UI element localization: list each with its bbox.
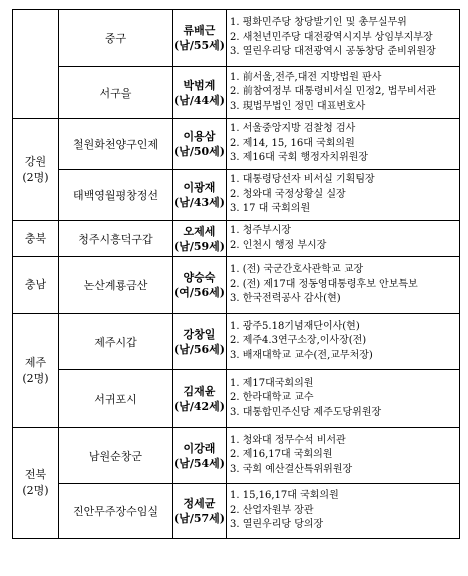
candidate-name: 강창일 xyxy=(183,327,216,341)
district-cell: 제주시갑 xyxy=(59,314,173,370)
candidate-name: 박범계 xyxy=(183,78,216,92)
district-cell: 논산계룡금산 xyxy=(59,257,173,314)
candidate-detail: (남/43세) xyxy=(174,196,225,209)
candidate-name: 오제세 xyxy=(183,224,216,238)
region-label: 강원 xyxy=(24,154,47,168)
career-item: 2. 제16,17대 국회의원 xyxy=(230,449,333,461)
region-cell xyxy=(13,119,59,221)
career-item: 3. 現법무법인 정민 대표변호사 xyxy=(230,100,366,112)
career-item: 2. 한라대학교 교수 xyxy=(230,392,314,404)
region-cell xyxy=(13,10,59,119)
district-cell: 태백영월평창정선 xyxy=(59,170,173,221)
career-item: 2. 제14, 15, 16대 국회의원 xyxy=(230,137,355,149)
career-cell xyxy=(227,67,460,119)
candidate-detail: (남/54세) xyxy=(174,456,225,470)
career-item: 1. 15,16,17대 국회의원 xyxy=(230,490,339,502)
candidate-cell xyxy=(173,10,227,67)
candidate-cell xyxy=(173,221,227,257)
region-cell xyxy=(13,257,59,314)
candidate-detail: (남/55세) xyxy=(174,39,225,52)
candidate-name: 정세균 xyxy=(183,497,216,510)
table-row xyxy=(13,221,460,257)
career-cell xyxy=(227,10,460,67)
candidate-name: 류배근 xyxy=(183,24,216,37)
career-item: 3. 배재대학교 교수(전,교무처장) xyxy=(230,349,373,361)
career-item: 2. 청와대 국정상황실 실장 xyxy=(230,188,346,200)
candidate-cell xyxy=(173,67,227,119)
candidate-detail: (남/42세) xyxy=(174,399,225,413)
region-label: 제주 xyxy=(24,355,47,369)
table-row xyxy=(13,484,460,539)
career-item: 1. 前서울,전주,대전 지방법원 판사 xyxy=(230,71,382,83)
region-cell xyxy=(13,314,59,428)
candidate-name: 이강래 xyxy=(183,441,216,455)
table-row xyxy=(13,370,460,428)
career-cell xyxy=(227,119,460,170)
region-label: 충북 xyxy=(24,231,47,245)
candidate-cell xyxy=(173,370,227,428)
district-cell: 서귀포시 xyxy=(59,370,173,428)
career-item: 1. 광주5.18기념재단이사(현) xyxy=(230,320,360,332)
region-label: 충남 xyxy=(24,278,47,291)
candidate-name: 이광재 xyxy=(183,181,216,194)
candidate-name: 이용삼 xyxy=(183,130,216,143)
career-item: 3. 한국전력공사 감사(현) xyxy=(230,293,341,305)
career-item: 2. 인천시 행정 부시장 xyxy=(230,239,327,251)
table-row xyxy=(13,428,460,484)
career-item: 2. (전) 제17대 정동영대통령후보 안보특보 xyxy=(230,278,418,290)
career-item: 3. 17 대 국회의원 xyxy=(230,203,311,215)
table-row xyxy=(13,10,460,67)
career-item: 1. 청와대 정무수석 비서관 xyxy=(230,434,346,446)
district-cell: 진안무주장수임실 xyxy=(59,484,173,539)
career-item: 1. 청주부시장 xyxy=(230,225,292,236)
career-item: 2. 前참여정부 대통령비서실 민정2, 법무비서관 xyxy=(230,86,437,98)
candidate-name: 양승숙 xyxy=(183,271,216,284)
candidate-cell xyxy=(173,428,227,484)
table-row xyxy=(13,314,460,370)
career-cell xyxy=(227,221,460,257)
career-cell xyxy=(227,484,460,539)
career-item: 1. 서울중앙지방 검찰청 검사 xyxy=(230,123,356,135)
career-item: 3. 열린우리당 당의장 xyxy=(230,519,324,531)
career-item: 1. (전) 국군간호사관학교 교장 xyxy=(230,264,364,276)
region-count: (2명) xyxy=(22,371,49,385)
table-row xyxy=(13,67,460,119)
career-item: 1. 대통령당선자 비서실 기획팀장 xyxy=(230,174,375,186)
candidate-table xyxy=(12,9,460,539)
region-count: (2명) xyxy=(22,484,49,497)
district-cell: 서구을 xyxy=(59,67,173,119)
career-item: 2. 새천년민주당 대전광역시지부 상임부지부장 xyxy=(230,31,433,43)
candidate-detail: (여/56세) xyxy=(174,286,225,299)
district-cell: 청주시흥덕구갑 xyxy=(59,221,173,257)
region-cell xyxy=(13,221,59,257)
region-cell xyxy=(13,428,59,539)
career-item: 1. 제17대국회의원 xyxy=(230,377,314,389)
career-item: 1. 평화민주당 창당발기인 및 총무실무위 xyxy=(230,17,407,29)
career-cell xyxy=(227,370,460,428)
career-cell xyxy=(227,428,460,484)
career-item: 2. 산업자원부 장관 xyxy=(230,504,314,516)
district-cell: 철원화천양구인제 xyxy=(59,119,173,170)
table-row xyxy=(13,119,460,170)
district-cell: 남원순창군 xyxy=(59,428,173,484)
candidate-name: 김재윤 xyxy=(183,384,216,398)
district-cell: 중구 xyxy=(59,10,173,67)
career-item: 3. 열린우리당 대전광역시 공동창당 준비위원장 xyxy=(230,46,436,58)
region-count: (2명) xyxy=(22,170,49,184)
candidate-cell xyxy=(173,257,227,314)
candidate-detail: (남/59세) xyxy=(174,239,225,253)
table-row xyxy=(13,170,460,221)
career-cell xyxy=(227,170,460,221)
career-item: 3. 대통합민주신당 제주도당위원장 xyxy=(230,406,382,418)
candidate-cell xyxy=(173,170,227,221)
candidate-detail: (남/50세) xyxy=(174,145,225,158)
career-cell xyxy=(227,257,460,314)
candidate-detail: (남/44세) xyxy=(174,93,225,107)
career-item: 3. 국회 예산결산특위위원장 xyxy=(230,463,353,475)
career-item: 3. 제16대 국회 행정자치위원장 xyxy=(230,152,369,164)
table-row xyxy=(13,257,460,314)
career-cell xyxy=(227,314,460,370)
career-item: 2. 제주4.3연구소장,이사장(전) xyxy=(230,335,367,347)
candidate-detail: (남/57세) xyxy=(174,512,225,525)
candidate-cell xyxy=(173,314,227,370)
region-label: 전북 xyxy=(24,468,47,481)
candidate-cell xyxy=(173,119,227,170)
candidate-cell xyxy=(173,484,227,539)
candidate-detail: (남/56세) xyxy=(174,342,225,356)
